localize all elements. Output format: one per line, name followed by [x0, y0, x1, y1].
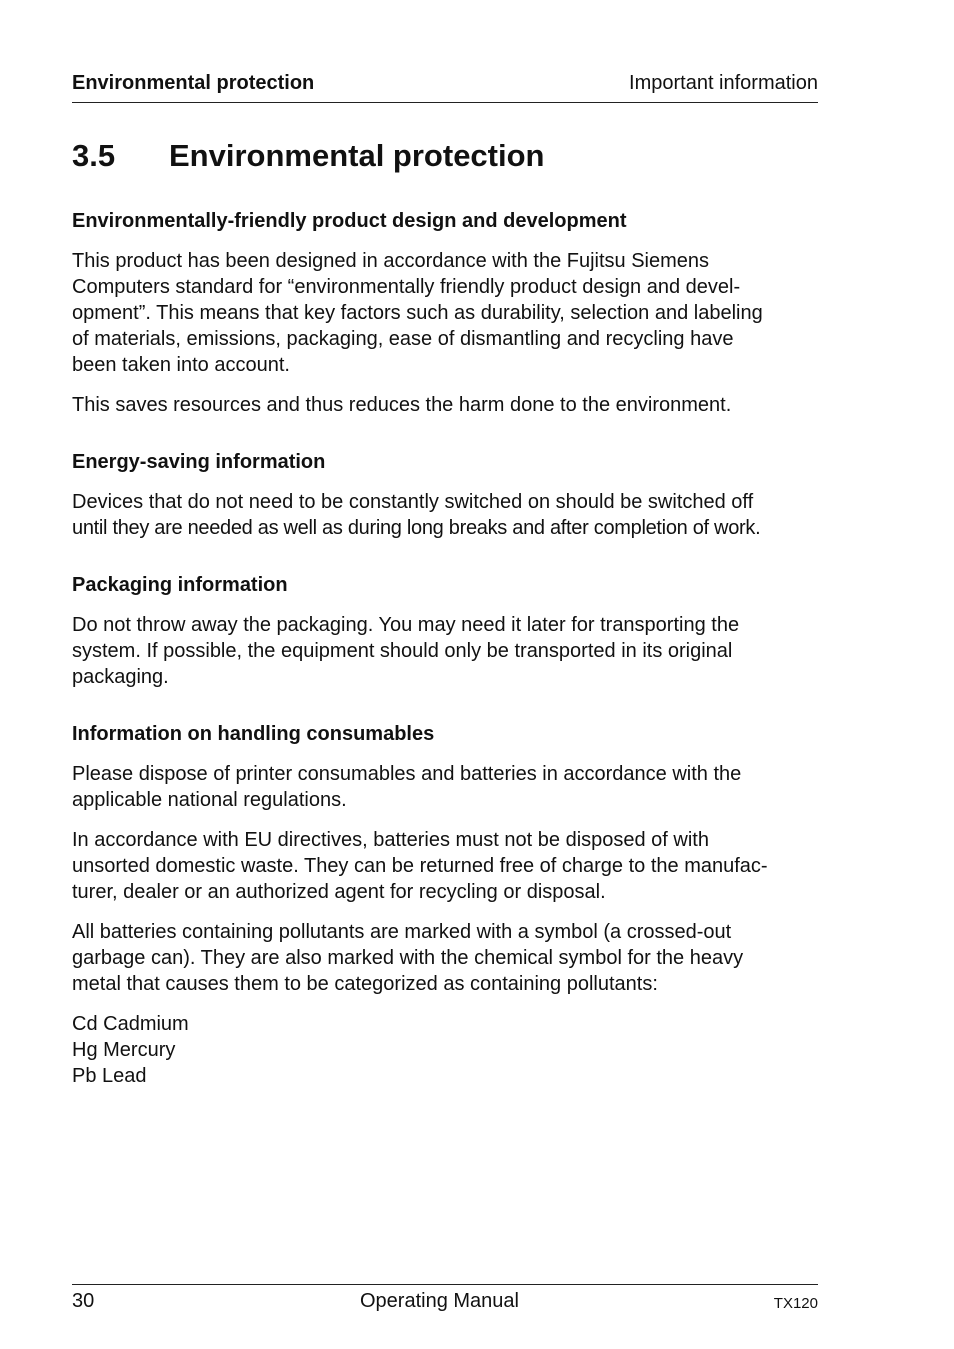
document-page	[72, 0, 818, 1349]
page-number: 30	[72, 1290, 95, 1312]
text-line: packaging.	[72, 666, 169, 688]
chapter-number: 3.5	[72, 138, 116, 173]
section-heading-packaging: Packaging information	[72, 574, 288, 596]
text-line: system. If possible, the equipment should only be transported in its original	[72, 640, 733, 662]
text-line: applicable national regulations.	[72, 789, 347, 811]
body-content	[72, 208, 818, 1089]
text-line: All batteries containing pollutants are marked with a symbol (a crossed-out	[72, 921, 732, 943]
text-line: Computers standard for “environmentally friendly product design and devel-	[72, 276, 741, 298]
model-name: TX120	[773, 1295, 818, 1312]
text-line: been taken into account.	[72, 354, 290, 376]
paragraph-design	[72, 248, 818, 378]
paragraph-consumables	[72, 761, 818, 813]
header-chapter-title: Important information	[629, 72, 818, 94]
text-line: metal that causes them to be categorized as containing pollutants:	[72, 973, 658, 995]
text-line: Please dispose of printer consumables and batteries in accordance with the	[72, 763, 742, 785]
text-line: This saves resources and thus reduces the harm done to the environment.	[72, 394, 732, 416]
text-line: turer, dealer or an authorized agent for recycling or disposal.	[72, 881, 606, 903]
text-line: Do not throw away the packaging. You may need it later for transporting the	[72, 614, 740, 636]
chemical-symbol-list	[72, 1011, 818, 1089]
section-heading-design: Environmentally-friendly product design and development	[72, 210, 627, 232]
header-section-title: Environmental protection	[72, 72, 315, 94]
manual-title: Operating Manual	[360, 1290, 519, 1312]
text-line: In accordance with EU directives, batteries must not be disposed of with	[72, 829, 709, 851]
paragraph-resources	[72, 392, 818, 418]
paragraph-eu-directives	[72, 827, 818, 905]
running-footer	[72, 1284, 818, 1325]
paragraph-energy	[72, 489, 818, 541]
section-heading-consumables: Information on handling consumables	[72, 723, 435, 745]
paragraph-pollutants	[72, 919, 818, 997]
text-line: unsorted domestic waste. They can be returned free of charge to the manufac-	[72, 855, 768, 877]
list-item: Cd Cadmium	[72, 1013, 189, 1035]
running-header	[72, 72, 818, 103]
list-item: Hg Mercury	[72, 1039, 176, 1061]
text-line: until they are needed as well as during long breaks and after completion of work.	[72, 517, 761, 539]
text-line: garbage can). They are also marked with the chemical symbol for the heavy	[72, 947, 744, 969]
list-item: Pb Lead	[72, 1065, 147, 1087]
section-heading-energy: Energy-saving information	[72, 451, 326, 473]
text-line: Devices that do not need to be constantly switched on should be switched off	[72, 491, 754, 513]
text-line: opment”. This means that key factors such as durability, selection and labeling	[72, 302, 763, 324]
paragraph-packaging	[72, 612, 818, 690]
chapter-title: Environmental protection	[169, 138, 545, 173]
text-line: This product has been designed in accordance with the Fujitsu Siemens	[72, 250, 710, 272]
chapter-heading	[72, 138, 544, 174]
text-line: of materials, emissions, packaging, ease of dismantling and recycling have	[72, 328, 734, 350]
